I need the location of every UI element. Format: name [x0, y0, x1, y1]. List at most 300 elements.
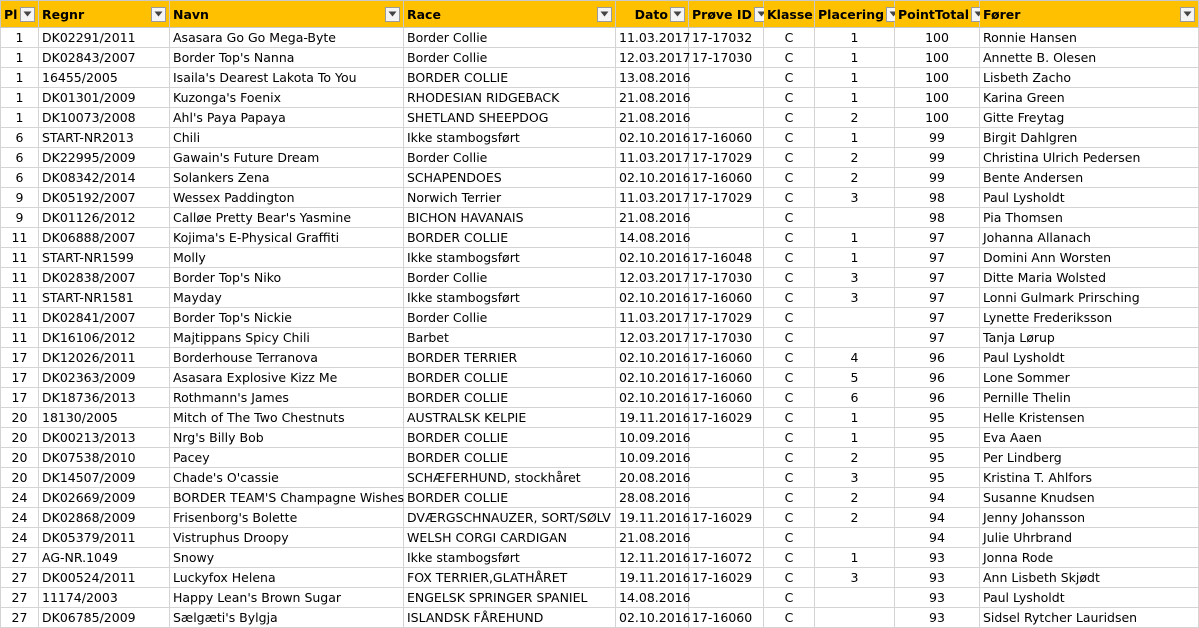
cell-forer[interactable]: Susanne Knudsen: [980, 488, 1199, 508]
cell-race[interactable]: Border Collie: [404, 268, 616, 288]
cell-race[interactable]: WELSH CORGI CARDIGAN: [404, 528, 616, 548]
cell-navn[interactable]: Rothmann's James: [170, 388, 404, 408]
cell-navn[interactable]: BORDER TEAM'S Champagne Wishes: [170, 488, 404, 508]
cell-klasse[interactable]: C: [764, 28, 815, 48]
cell-klasse[interactable]: C: [764, 188, 815, 208]
cell-regnr[interactable]: DK07538/2010: [39, 448, 170, 468]
cell-regnr[interactable]: DK01301/2009: [39, 88, 170, 108]
cell-prove[interactable]: 17-17030: [689, 48, 764, 68]
cell-navn[interactable]: Majtippans Spicy Chili: [170, 328, 404, 348]
cell-regnr[interactable]: DK02841/2007: [39, 308, 170, 328]
cell-dato[interactable]: 14.08.2016: [616, 228, 689, 248]
cell-race[interactable]: BORDER COLLIE: [404, 388, 616, 408]
cell-klasse[interactable]: C: [764, 168, 815, 188]
cell-pl[interactable]: 11: [1, 308, 39, 328]
cell-point[interactable]: 94: [895, 508, 980, 528]
cell-placering[interactable]: 6: [815, 388, 895, 408]
cell-prove[interactable]: 17-16029: [689, 508, 764, 528]
cell-point[interactable]: 99: [895, 128, 980, 148]
cell-race[interactable]: FOX TERRIER,GLATHÅRET: [404, 568, 616, 588]
cell-klasse[interactable]: C: [764, 208, 815, 228]
cell-placering[interactable]: 1: [815, 68, 895, 88]
cell-klasse[interactable]: C: [764, 468, 815, 488]
cell-pl[interactable]: 24: [1, 508, 39, 528]
cell-race[interactable]: RHODESIAN RIDGEBACK: [404, 88, 616, 108]
cell-placering[interactable]: 4: [815, 348, 895, 368]
cell-placering[interactable]: 2: [815, 108, 895, 128]
cell-regnr[interactable]: DK10073/2008: [39, 108, 170, 128]
cell-klasse[interactable]: C: [764, 428, 815, 448]
cell-navn[interactable]: Sælgæti's Bylgja: [170, 608, 404, 628]
cell-forer[interactable]: Lisbeth Zacho: [980, 68, 1199, 88]
cell-point[interactable]: 99: [895, 148, 980, 168]
cell-pl[interactable]: 11: [1, 288, 39, 308]
cell-dato[interactable]: 02.10.2016: [616, 128, 689, 148]
cell-regnr[interactable]: DK06888/2007: [39, 228, 170, 248]
cell-pl[interactable]: 6: [1, 168, 39, 188]
cell-klasse[interactable]: C: [764, 608, 815, 628]
cell-pl[interactable]: 17: [1, 368, 39, 388]
cell-race[interactable]: AUSTRALSK KELPIE: [404, 408, 616, 428]
cell-klasse[interactable]: C: [764, 288, 815, 308]
cell-prove[interactable]: 17-16060: [689, 608, 764, 628]
cell-forer[interactable]: Karina Green: [980, 88, 1199, 108]
cell-regnr[interactable]: START-NR2013: [39, 128, 170, 148]
filter-dropdown-icon[interactable]: [385, 7, 400, 22]
cell-point[interactable]: 93: [895, 568, 980, 588]
cell-prove[interactable]: 17-16029: [689, 408, 764, 428]
cell-pl[interactable]: 27: [1, 548, 39, 568]
cell-regnr[interactable]: DK22995/2009: [39, 148, 170, 168]
cell-forer[interactable]: Eva Aaen: [980, 428, 1199, 448]
cell-prove[interactable]: [689, 588, 764, 608]
cell-prove[interactable]: 17-17030: [689, 328, 764, 348]
cell-regnr[interactable]: START-NR1599: [39, 248, 170, 268]
cell-placering[interactable]: 1: [815, 128, 895, 148]
cell-placering[interactable]: 3: [815, 568, 895, 588]
cell-klasse[interactable]: C: [764, 248, 815, 268]
cell-navn[interactable]: Ahl's Paya Papaya: [170, 108, 404, 128]
cell-klasse[interactable]: C: [764, 328, 815, 348]
cell-navn[interactable]: Kuzonga's Foenix: [170, 88, 404, 108]
cell-race[interactable]: BORDER COLLIE: [404, 488, 616, 508]
cell-forer[interactable]: Lone Sommer: [980, 368, 1199, 388]
cell-dato[interactable]: 12.03.2017: [616, 48, 689, 68]
table-row[interactable]: [1, 48, 1199, 68]
cell-race[interactable]: Barbet: [404, 328, 616, 348]
cell-navn[interactable]: Happy Lean's Brown Sugar: [170, 588, 404, 608]
column-header-forer[interactable]: [980, 1, 1199, 28]
cell-placering[interactable]: 2: [815, 488, 895, 508]
cell-prove[interactable]: [689, 108, 764, 128]
cell-regnr[interactable]: DK12026/2011: [39, 348, 170, 368]
cell-prove[interactable]: 17-16048: [689, 248, 764, 268]
cell-regnr[interactable]: DK02291/2011: [39, 28, 170, 48]
cell-dato[interactable]: 11.03.2017: [616, 28, 689, 48]
table-row[interactable]: [1, 528, 1199, 548]
table-row[interactable]: [1, 448, 1199, 468]
cell-point[interactable]: 100: [895, 68, 980, 88]
cell-dato[interactable]: 21.08.2016: [616, 208, 689, 228]
cell-point[interactable]: 97: [895, 288, 980, 308]
cell-prove[interactable]: 17-16060: [689, 388, 764, 408]
cell-forer[interactable]: Domini Ann Worsten: [980, 248, 1199, 268]
cell-prove[interactable]: 17-17029: [689, 148, 764, 168]
cell-forer[interactable]: Ditte Maria Wolsted: [980, 268, 1199, 288]
cell-dato[interactable]: 19.11.2016: [616, 568, 689, 588]
cell-pl[interactable]: 9: [1, 188, 39, 208]
cell-forer[interactable]: Pia Thomsen: [980, 208, 1199, 228]
cell-forer[interactable]: Ronnie Hansen: [980, 28, 1199, 48]
filter-dropdown-icon[interactable]: [151, 7, 166, 22]
cell-prove[interactable]: 17-16060: [689, 168, 764, 188]
cell-dato[interactable]: 10.09.2016: [616, 448, 689, 468]
cell-klasse[interactable]: C: [764, 408, 815, 428]
cell-race[interactable]: BICHON HAVANAIS: [404, 208, 616, 228]
cell-point[interactable]: 95: [895, 408, 980, 428]
cell-prove[interactable]: [689, 468, 764, 488]
table-row[interactable]: [1, 488, 1199, 508]
cell-pl[interactable]: 6: [1, 128, 39, 148]
cell-pl[interactable]: 20: [1, 448, 39, 468]
filter-dropdown-icon[interactable]: [20, 7, 35, 22]
cell-prove[interactable]: 17-17029: [689, 188, 764, 208]
cell-point[interactable]: 94: [895, 528, 980, 548]
cell-pl[interactable]: 11: [1, 248, 39, 268]
cell-race[interactable]: BORDER COLLIE: [404, 448, 616, 468]
cell-klasse[interactable]: C: [764, 68, 815, 88]
cell-pl[interactable]: 1: [1, 28, 39, 48]
cell-dato[interactable]: 19.11.2016: [616, 408, 689, 428]
cell-prove[interactable]: 17-16029: [689, 568, 764, 588]
cell-race[interactable]: Ikke stambogsført: [404, 248, 616, 268]
table-row[interactable]: [1, 248, 1199, 268]
table-row[interactable]: [1, 328, 1199, 348]
cell-klasse[interactable]: C: [764, 368, 815, 388]
cell-pl[interactable]: 27: [1, 608, 39, 628]
cell-dato[interactable]: 02.10.2016: [616, 608, 689, 628]
cell-race[interactable]: Norwich Terrier: [404, 188, 616, 208]
cell-race[interactable]: DVÆRGSCHNAUZER, SORT/SØLV: [404, 508, 616, 528]
table-row[interactable]: [1, 128, 1199, 148]
cell-point[interactable]: 93: [895, 548, 980, 568]
cell-navn[interactable]: Solankers Zena: [170, 168, 404, 188]
cell-regnr[interactable]: DK02838/2007: [39, 268, 170, 288]
cell-placering[interactable]: 1: [815, 228, 895, 248]
cell-point[interactable]: 96: [895, 348, 980, 368]
cell-forer[interactable]: Paul Lysholdt: [980, 588, 1199, 608]
cell-klasse[interactable]: C: [764, 308, 815, 328]
cell-navn[interactable]: Isaila's Dearest Lakota To You: [170, 68, 404, 88]
cell-pl[interactable]: 9: [1, 208, 39, 228]
filter-dropdown-icon[interactable]: [597, 7, 612, 22]
cell-regnr[interactable]: DK00213/2013: [39, 428, 170, 448]
table-row[interactable]: [1, 348, 1199, 368]
cell-forer[interactable]: Jenny Johansson: [980, 508, 1199, 528]
cell-regnr[interactable]: 11174/2003: [39, 588, 170, 608]
cell-prove[interactable]: 17-17030: [689, 268, 764, 288]
cell-race[interactable]: ENGELSK SPRINGER SPANIEL: [404, 588, 616, 608]
table-row[interactable]: [1, 168, 1199, 188]
cell-klasse[interactable]: C: [764, 88, 815, 108]
table-row[interactable]: [1, 388, 1199, 408]
cell-prove[interactable]: [689, 68, 764, 88]
cell-dato[interactable]: 14.08.2016: [616, 588, 689, 608]
cell-point[interactable]: 100: [895, 108, 980, 128]
cell-pl[interactable]: 17: [1, 348, 39, 368]
cell-dato[interactable]: 02.10.2016: [616, 248, 689, 268]
cell-klasse[interactable]: C: [764, 268, 815, 288]
cell-point[interactable]: 93: [895, 608, 980, 628]
cell-placering[interactable]: 2: [815, 168, 895, 188]
cell-navn[interactable]: Nrg's Billy Bob: [170, 428, 404, 448]
cell-placering[interactable]: [815, 308, 895, 328]
cell-dato[interactable]: 11.03.2017: [616, 308, 689, 328]
cell-klasse[interactable]: C: [764, 348, 815, 368]
cell-point[interactable]: 97: [895, 308, 980, 328]
cell-navn[interactable]: Calløe Pretty Bear's Yasmine: [170, 208, 404, 228]
cell-point[interactable]: 95: [895, 428, 980, 448]
column-header-regnr[interactable]: [39, 1, 170, 28]
cell-forer[interactable]: Kristina T. Ahlfors: [980, 468, 1199, 488]
cell-point[interactable]: 98: [895, 188, 980, 208]
cell-point[interactable]: 93: [895, 588, 980, 608]
cell-pl[interactable]: 20: [1, 408, 39, 428]
cell-dato[interactable]: 21.08.2016: [616, 88, 689, 108]
cell-pl[interactable]: 1: [1, 68, 39, 88]
cell-navn[interactable]: Molly: [170, 248, 404, 268]
table-row[interactable]: [1, 408, 1199, 428]
cell-prove[interactable]: 17-17029: [689, 308, 764, 328]
table-row[interactable]: [1, 368, 1199, 388]
cell-navn[interactable]: Gawain's Future Dream: [170, 148, 404, 168]
cell-pl[interactable]: 1: [1, 108, 39, 128]
table-row[interactable]: [1, 508, 1199, 528]
cell-prove[interactable]: [689, 208, 764, 228]
cell-klasse[interactable]: C: [764, 568, 815, 588]
cell-regnr[interactable]: DK05192/2007: [39, 188, 170, 208]
cell-point[interactable]: 96: [895, 388, 980, 408]
table-row[interactable]: [1, 68, 1199, 88]
cell-prove[interactable]: [689, 88, 764, 108]
cell-forer[interactable]: Julie Uhrbrand: [980, 528, 1199, 548]
column-header-placering[interactable]: [815, 1, 895, 28]
cell-navn[interactable]: Mitch of The Two Chestnuts: [170, 408, 404, 428]
cell-dato[interactable]: 02.10.2016: [616, 348, 689, 368]
cell-race[interactable]: Border Collie: [404, 308, 616, 328]
cell-dato[interactable]: 12.03.2017: [616, 328, 689, 348]
cell-navn[interactable]: Frisenborg's Bolette: [170, 508, 404, 528]
cell-prove[interactable]: [689, 488, 764, 508]
table-row[interactable]: [1, 148, 1199, 168]
cell-klasse[interactable]: C: [764, 488, 815, 508]
cell-navn[interactable]: Luckyfox Helena: [170, 568, 404, 588]
cell-race[interactable]: ISLANDSK FÅREHUND: [404, 608, 616, 628]
cell-pl[interactable]: 11: [1, 268, 39, 288]
cell-dato[interactable]: 12.11.2016: [616, 548, 689, 568]
cell-klasse[interactable]: C: [764, 588, 815, 608]
cell-regnr[interactable]: DK16106/2012: [39, 328, 170, 348]
cell-placering[interactable]: 1: [815, 428, 895, 448]
cell-placering[interactable]: [815, 588, 895, 608]
cell-forer[interactable]: Bente Andersen: [980, 168, 1199, 188]
cell-dato[interactable]: 20.08.2016: [616, 468, 689, 488]
cell-placering[interactable]: [815, 608, 895, 628]
cell-regnr[interactable]: AG-NR.1049: [39, 548, 170, 568]
cell-prove[interactable]: [689, 448, 764, 468]
cell-placering[interactable]: 1: [815, 48, 895, 68]
filter-dropdown-icon[interactable]: [1180, 7, 1195, 22]
table-row[interactable]: [1, 228, 1199, 248]
table-row[interactable]: [1, 468, 1199, 488]
cell-dato[interactable]: 10.09.2016: [616, 428, 689, 448]
cell-dato[interactable]: 02.10.2016: [616, 388, 689, 408]
cell-placering[interactable]: 3: [815, 468, 895, 488]
cell-forer[interactable]: Per Lindberg: [980, 448, 1199, 468]
cell-dato[interactable]: 11.03.2017: [616, 148, 689, 168]
cell-navn[interactable]: Mayday: [170, 288, 404, 308]
cell-navn[interactable]: Pacey: [170, 448, 404, 468]
cell-placering[interactable]: 1: [815, 408, 895, 428]
cell-klasse[interactable]: C: [764, 448, 815, 468]
cell-regnr[interactable]: DK08342/2014: [39, 168, 170, 188]
cell-forer[interactable]: Lonni Gulmark Prirsching: [980, 288, 1199, 308]
cell-regnr[interactable]: DK06785/2009: [39, 608, 170, 628]
cell-point[interactable]: 100: [895, 28, 980, 48]
cell-forer[interactable]: Tanja Lørup: [980, 328, 1199, 348]
cell-point[interactable]: 97: [895, 268, 980, 288]
cell-regnr[interactable]: DK14507/2009: [39, 468, 170, 488]
column-header-race[interactable]: [404, 1, 616, 28]
cell-pl[interactable]: 24: [1, 488, 39, 508]
cell-forer[interactable]: Gitte Freytag: [980, 108, 1199, 128]
cell-pl[interactable]: 27: [1, 568, 39, 588]
table-row[interactable]: [1, 88, 1199, 108]
cell-placering[interactable]: 1: [815, 28, 895, 48]
column-header-point[interactable]: [895, 1, 980, 28]
cell-prove[interactable]: [689, 428, 764, 448]
cell-placering[interactable]: 3: [815, 188, 895, 208]
column-header-dato[interactable]: [616, 1, 689, 28]
cell-point[interactable]: 99: [895, 168, 980, 188]
column-header-klasse[interactable]: [764, 1, 815, 28]
cell-pl[interactable]: 27: [1, 588, 39, 608]
cell-dato[interactable]: 21.08.2016: [616, 528, 689, 548]
cell-point[interactable]: 97: [895, 228, 980, 248]
cell-klasse[interactable]: C: [764, 108, 815, 128]
cell-race[interactable]: BORDER COLLIE: [404, 228, 616, 248]
cell-prove[interactable]: 17-16060: [689, 288, 764, 308]
cell-point[interactable]: 100: [895, 48, 980, 68]
cell-regnr[interactable]: 18130/2005: [39, 408, 170, 428]
cell-prove[interactable]: [689, 228, 764, 248]
cell-forer[interactable]: Birgit Dahlgren: [980, 128, 1199, 148]
cell-prove[interactable]: 17-16060: [689, 348, 764, 368]
cell-point[interactable]: 95: [895, 448, 980, 468]
column-header-prove[interactable]: [689, 1, 764, 28]
cell-pl[interactable]: 11: [1, 328, 39, 348]
cell-klasse[interactable]: C: [764, 388, 815, 408]
cell-dato[interactable]: 11.03.2017: [616, 188, 689, 208]
cell-point[interactable]: 95: [895, 468, 980, 488]
cell-pl[interactable]: 24: [1, 528, 39, 548]
cell-regnr[interactable]: 16455/2005: [39, 68, 170, 88]
table-row[interactable]: [1, 28, 1199, 48]
cell-point[interactable]: 100: [895, 88, 980, 108]
cell-placering[interactable]: 1: [815, 548, 895, 568]
table-row[interactable]: [1, 208, 1199, 228]
cell-race[interactable]: BORDER COLLIE: [404, 368, 616, 388]
cell-point[interactable]: 97: [895, 248, 980, 268]
cell-race[interactable]: Ikke stambogsført: [404, 128, 616, 148]
cell-race[interactable]: BORDER TERRIER: [404, 348, 616, 368]
cell-regnr[interactable]: DK02669/2009: [39, 488, 170, 508]
cell-placering[interactable]: [815, 328, 895, 348]
cell-placering[interactable]: 2: [815, 448, 895, 468]
table-row[interactable]: [1, 268, 1199, 288]
cell-navn[interactable]: Asasara Go Go Mega-Byte: [170, 28, 404, 48]
cell-dato[interactable]: 02.10.2016: [616, 168, 689, 188]
cell-placering[interactable]: 1: [815, 88, 895, 108]
cell-dato[interactable]: 19.11.2016: [616, 508, 689, 528]
table-row[interactable]: [1, 588, 1199, 608]
cell-regnr[interactable]: DK01126/2012: [39, 208, 170, 228]
cell-forer[interactable]: Paul Lysholdt: [980, 188, 1199, 208]
cell-race[interactable]: Ikke stambogsført: [404, 548, 616, 568]
cell-regnr[interactable]: DK00524/2011: [39, 568, 170, 588]
cell-prove[interactable]: 17-16072: [689, 548, 764, 568]
cell-placering[interactable]: 2: [815, 508, 895, 528]
cell-navn[interactable]: Border Top's Nickie: [170, 308, 404, 328]
cell-regnr[interactable]: DK02363/2009: [39, 368, 170, 388]
cell-prove[interactable]: 17-16060: [689, 368, 764, 388]
column-header-pl[interactable]: [1, 1, 39, 28]
cell-klasse[interactable]: C: [764, 48, 815, 68]
cell-klasse[interactable]: C: [764, 148, 815, 168]
cell-forer[interactable]: Pernille Thelin: [980, 388, 1199, 408]
cell-navn[interactable]: Asasara Explosive Kizz Me: [170, 368, 404, 388]
cell-point[interactable]: 96: [895, 368, 980, 388]
cell-placering[interactable]: 2: [815, 148, 895, 168]
cell-point[interactable]: 98: [895, 208, 980, 228]
cell-klasse[interactable]: C: [764, 528, 815, 548]
cell-navn[interactable]: Snowy: [170, 548, 404, 568]
table-row[interactable]: [1, 308, 1199, 328]
cell-race[interactable]: Border Collie: [404, 28, 616, 48]
cell-pl[interactable]: 20: [1, 468, 39, 488]
cell-forer[interactable]: Helle Kristensen: [980, 408, 1199, 428]
cell-dato[interactable]: 13.08.2016: [616, 68, 689, 88]
cell-regnr[interactable]: DK18736/2013: [39, 388, 170, 408]
cell-klasse[interactable]: C: [764, 508, 815, 528]
cell-point[interactable]: 97: [895, 328, 980, 348]
cell-placering[interactable]: 3: [815, 288, 895, 308]
cell-dato[interactable]: 02.10.2016: [616, 288, 689, 308]
cell-navn[interactable]: Vistruphus Droopy: [170, 528, 404, 548]
cell-race[interactable]: BORDER COLLIE: [404, 68, 616, 88]
cell-klasse[interactable]: C: [764, 228, 815, 248]
cell-dato[interactable]: 12.03.2017: [616, 268, 689, 288]
cell-forer[interactable]: Christina Ulrich Pedersen: [980, 148, 1199, 168]
table-row[interactable]: [1, 568, 1199, 588]
cell-regnr[interactable]: DK02843/2007: [39, 48, 170, 68]
cell-dato[interactable]: 02.10.2016: [616, 368, 689, 388]
table-row[interactable]: [1, 288, 1199, 308]
cell-prove[interactable]: 17-16060: [689, 128, 764, 148]
cell-forer[interactable]: Sidsel Rytcher Lauridsen: [980, 608, 1199, 628]
cell-race[interactable]: Ikke stambogsført: [404, 288, 616, 308]
cell-forer[interactable]: Annette B. Olesen: [980, 48, 1199, 68]
